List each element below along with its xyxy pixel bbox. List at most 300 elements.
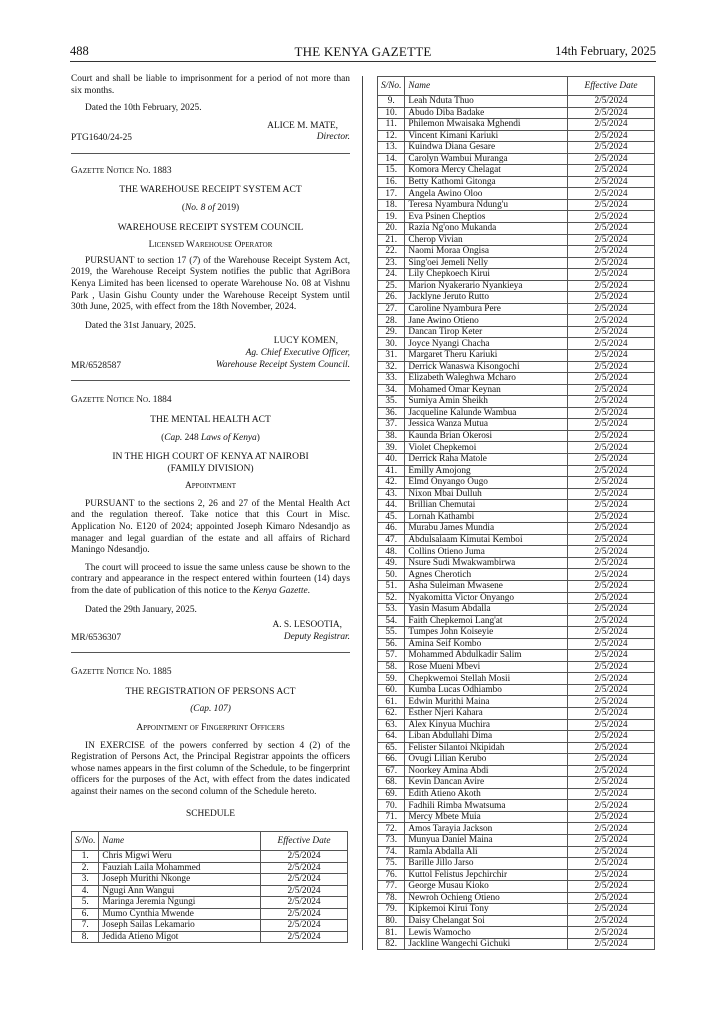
effective-date-cell: 2/5/2024 [568, 765, 655, 777]
effective-date-cell: 2/5/2024 [568, 442, 655, 454]
officer-name-cell: Esther Njeri Kahara [405, 707, 568, 719]
effective-date-cell: 2/5/2024 [568, 673, 655, 685]
table-row [378, 684, 655, 696]
officer-name-cell: Jacklyne Jeruto Rutto [405, 292, 568, 304]
table-header-row [378, 77, 655, 96]
effective-date-cell: 2/5/2024 [568, 234, 655, 246]
act-title: THE MENTAL HEALTH ACT [150, 413, 271, 425]
serial-number-cell: 11. [378, 119, 405, 131]
serial-number-cell: 25. [378, 280, 405, 292]
table-row [378, 719, 655, 731]
table-row [378, 223, 655, 235]
table-row [378, 615, 655, 627]
table-row [378, 869, 655, 881]
table-row [378, 557, 655, 569]
table-row [378, 315, 655, 327]
serial-number-cell: 76. [378, 869, 405, 881]
table-row [378, 130, 655, 142]
table-row [378, 142, 655, 154]
officer-name-cell: Jane Awino Otieno [405, 315, 568, 327]
table-row [378, 303, 655, 315]
officer-name-cell: Dancan Tirop Keter [405, 326, 568, 338]
serial-number-cell: 77. [378, 881, 405, 893]
officer-name-cell: Carolyn Wambui Muranga [405, 153, 568, 165]
effective-date-cell: 2/5/2024 [568, 430, 655, 442]
act-number-suffix: 2019) [214, 202, 240, 213]
serial-number-cell: 65. [378, 742, 405, 754]
officer-name-cell: Razia Ng'ono Mukanda [405, 223, 568, 235]
effective-date-cell: 2/5/2024 [568, 373, 655, 385]
table-row [72, 908, 348, 920]
serial-number-cell: 33. [378, 373, 405, 385]
table-row [378, 754, 655, 766]
table-row [378, 650, 655, 662]
effective-date-cell: 2/5/2024 [261, 908, 348, 920]
effective-date-cell: 2/5/2024 [568, 453, 655, 465]
officer-name-cell: Chris Migwi Weru [99, 851, 261, 863]
table-row [378, 419, 655, 431]
serial-number-cell: 13. [378, 142, 405, 154]
act-title: THE WAREHOUSE RECEIPT SYSTEM ACT [119, 184, 302, 196]
serial-number-cell: 22. [378, 246, 405, 258]
table-row [378, 292, 655, 304]
signature-block [71, 336, 350, 372]
dated-line: Dated the 10th February, 2025. [85, 103, 202, 114]
effective-date-cell: 2/5/2024 [568, 511, 655, 523]
table-row [378, 858, 655, 870]
effective-date-cell: 2/5/2024 [568, 350, 655, 362]
serial-number-cell: 45. [378, 511, 405, 523]
serial-number-cell: 78. [378, 892, 405, 904]
effective-date-cell: 2/5/2024 [568, 396, 655, 408]
serial-number-cell: 39. [378, 442, 405, 454]
schedule-rows [72, 851, 348, 943]
notice-subject: Appointment of Fingerprint Officers [136, 723, 285, 733]
officer-name-cell: George Musau Kioko [405, 881, 568, 893]
officer-name-cell: Abudo Diba Badake [405, 107, 568, 119]
officer-name-cell: Liban Abdullahi Dima [405, 731, 568, 743]
officer-name-cell: Brillian Chemutai [405, 500, 568, 512]
serial-number-cell: 41. [378, 465, 405, 477]
table-header-row [72, 832, 348, 851]
effective-date-cell: 2/5/2024 [568, 326, 655, 338]
serial-number-cell: 64. [378, 731, 405, 743]
officer-name-cell: Faith Chepkemoi Lang'at [405, 615, 568, 627]
officer-name-cell: Newroh Ochieng Otieno [405, 892, 568, 904]
effective-date-cell: 2/5/2024 [568, 881, 655, 893]
officer-name-cell: Amina Seif Kombo [405, 638, 568, 650]
effective-date-cell: 2/5/2024 [261, 920, 348, 932]
serial-number-cell: 21. [378, 234, 405, 246]
officer-name-cell: Kipkemoi Kirui Tony [405, 904, 568, 916]
column-divider [362, 76, 363, 950]
table-row [378, 211, 655, 223]
effective-date-cell: 2/5/2024 [568, 269, 655, 281]
effective-date-cell: 2/5/2024 [568, 407, 655, 419]
issue-date: 14th February, 2025 [555, 44, 656, 58]
effective-date-cell: 2/5/2024 [568, 627, 655, 639]
effective-date-cell: 2/5/2024 [568, 223, 655, 235]
body-part: . [307, 586, 311, 597]
officer-name-cell: Noorkey Amina Abdi [405, 765, 568, 777]
table-row [378, 938, 655, 950]
serial-number-cell: 1. [72, 851, 99, 863]
serial-number-cell: 46. [378, 523, 405, 535]
table-row [378, 569, 655, 581]
effective-date-cell: 2/5/2024 [568, 119, 655, 131]
effective-date-cell: 2/5/2024 [568, 257, 655, 269]
page-header [70, 44, 656, 62]
serial-number-cell: 6. [72, 908, 99, 920]
effective-date-cell: 2/5/2024 [568, 800, 655, 812]
officer-name-cell: Alex Kinyua Muchira [405, 719, 568, 731]
effective-date-cell: 2/5/2024 [261, 897, 348, 909]
officer-name-cell: Caroline Nyambura Pere [405, 303, 568, 315]
officer-name-cell: Derrick Wanaswa Kisongochi [405, 361, 568, 373]
table-row [378, 488, 655, 500]
table-row [378, 453, 655, 465]
serial-number-cell: 4. [72, 885, 99, 897]
serial-number-cell: 52. [378, 592, 405, 604]
effective-date-cell: 2/5/2024 [568, 615, 655, 627]
effective-date-cell: 2/5/2024 [568, 500, 655, 512]
schedule-rows [378, 96, 655, 950]
notice-number: Gazette Notice No. 1883 [71, 165, 172, 176]
table-row [378, 788, 655, 800]
officer-name-cell: Joseph Sailas Lekamario [99, 920, 261, 932]
officer-name-cell: Komora Mercy Chelagat [405, 165, 568, 177]
header-rule [70, 61, 656, 62]
effective-date-cell: 2/5/2024 [568, 557, 655, 569]
act-number [71, 203, 350, 215]
notice-divider [71, 652, 350, 653]
effective-date-cell: 2/5/2024 [568, 546, 655, 558]
serial-number-cell: 54. [378, 615, 405, 627]
effective-date-cell: 2/5/2024 [568, 361, 655, 373]
column-header-date: Effective Date [568, 77, 655, 96]
table-row [378, 165, 655, 177]
effective-date-cell: 2/5/2024 [568, 246, 655, 258]
effective-date-cell: 2/5/2024 [568, 661, 655, 673]
effective-date-cell: 2/5/2024 [568, 707, 655, 719]
effective-date-cell: 2/5/2024 [568, 858, 655, 870]
effective-date-cell: 2/5/2024 [568, 915, 655, 927]
effective-date-cell: 2/5/2024 [568, 777, 655, 789]
officer-name-cell: Betty Kathomi Gitonga [405, 176, 568, 188]
column-header-date: Effective Date [261, 832, 348, 851]
effective-date-cell: 2/5/2024 [568, 638, 655, 650]
effective-date-cell: 2/5/2024 [261, 885, 348, 897]
table-row [378, 881, 655, 893]
serial-number-cell: 61. [378, 696, 405, 708]
table-row [378, 257, 655, 269]
schedule-table-part-1 [71, 831, 348, 943]
effective-date-cell: 2/5/2024 [568, 280, 655, 292]
reference-code: MR/6528587 [71, 360, 122, 371]
officer-name-cell: Lornah Kathambi [405, 511, 568, 523]
effective-date-cell: 2/5/2024 [568, 569, 655, 581]
serial-number-cell: 53. [378, 604, 405, 616]
serial-number-cell: 74. [378, 846, 405, 858]
serial-number-cell: 56. [378, 638, 405, 650]
serial-number-cell: 19. [378, 211, 405, 223]
column-header-name: Name [405, 77, 568, 96]
officer-name-cell: Lily Chepkoech Kirui [405, 269, 568, 281]
officer-name-cell: Elmd Onyango Ougo [405, 477, 568, 489]
notice-number: Gazette Notice No. 1885 [71, 667, 172, 678]
serial-number-cell: 75. [378, 858, 405, 870]
effective-date-cell: 2/5/2024 [568, 592, 655, 604]
serial-number-cell: 24. [378, 269, 405, 281]
table-row [378, 742, 655, 754]
officer-name-cell: Eva Psinen Cheptios [405, 211, 568, 223]
table-row [378, 534, 655, 546]
notice-body [71, 256, 350, 314]
cap-italic: Cap. [164, 432, 183, 443]
serial-number-cell: 30. [378, 338, 405, 350]
serial-number-cell: 49. [378, 557, 405, 569]
table-row [378, 234, 655, 246]
effective-date-cell: 2/5/2024 [568, 303, 655, 315]
officer-name-cell: Violet Chepkemoi [405, 442, 568, 454]
serial-number-cell: 14. [378, 153, 405, 165]
table-row [378, 373, 655, 385]
serial-number-cell: 8. [72, 931, 99, 943]
effective-date-cell: 2/5/2024 [568, 384, 655, 396]
dated-line: Dated the 31st January, 2025. [85, 320, 196, 331]
table-row [378, 199, 655, 211]
notice-subject: Appointment [184, 481, 237, 492]
table-row [378, 800, 655, 812]
effective-date-cell: 2/5/2024 [568, 580, 655, 592]
effective-date-cell: 2/5/2024 [261, 862, 348, 874]
serial-number-cell: 26. [378, 292, 405, 304]
body-part: ) of the Warehouse Receipt System Act, 2019, the Warehouse Receipt System notifies the public that AgriBora Kenya Limited has been licensed to operate Warehouse No. 08 at Vishnu Park , Uasin Gishu County under the Warehouse Receipt System until 30th June, 2025, with effect from the 18th November, 2024. [71, 255, 350, 313]
effective-date-cell: 2/5/2024 [568, 465, 655, 477]
signature-block [71, 620, 350, 644]
column-header-sno: S/No. [378, 77, 405, 96]
table-row [378, 523, 655, 535]
officer-name-cell: Ovugi Lilian Kerubo [405, 754, 568, 766]
table-row [378, 765, 655, 777]
officer-name-cell: Tumpes John Koiseyie [405, 627, 568, 639]
notice-divider [71, 153, 350, 154]
signatory-organization: Warehouse Receipt System Council. [215, 359, 350, 370]
previous-notice-end [71, 74, 350, 154]
serial-number-cell: 17. [378, 188, 405, 200]
effective-date-cell: 2/5/2024 [568, 488, 655, 500]
notice-number: Gazette Notice No. 1884 [71, 395, 172, 406]
officer-name-cell: Jessica Wanza Mutua [405, 419, 568, 431]
court-name: IN THE HIGH COURT OF KENYA AT NAIROBI [112, 451, 309, 463]
serial-number-cell: 32. [378, 361, 405, 373]
serial-number-cell: 23. [378, 257, 405, 269]
officer-name-cell: Derrick Raha Matole [405, 453, 568, 465]
serial-number-cell: 68. [378, 777, 405, 789]
officer-name-cell: Kuttol Felistus Jepchirchir [405, 869, 568, 881]
officer-name-cell: Philemon Mwaisaka Mghendi [405, 119, 568, 131]
serial-number-cell: 16. [378, 176, 405, 188]
serial-number-cell: 71. [378, 811, 405, 823]
schedule-title: SCHEDULE [186, 808, 235, 819]
officer-name-cell: Mercy Mbete Muia [405, 811, 568, 823]
serial-number-cell: 27. [378, 303, 405, 315]
officer-name-cell: Jackline Wangechi Gichuki [405, 938, 568, 950]
officer-name-cell: Joyce Nyangi Chacha [405, 338, 568, 350]
officer-name-cell: Edith Atieno Akoth [405, 788, 568, 800]
serial-number-cell: 3. [72, 874, 99, 886]
officer-name-cell: Kuindwa Diana Gesare [405, 142, 568, 154]
body-italic: 7 [192, 255, 198, 266]
serial-number-cell: 38. [378, 430, 405, 442]
officer-name-cell: Murabu James Mundia [405, 523, 568, 535]
serial-number-cell: 7. [72, 920, 99, 932]
table-row [378, 811, 655, 823]
table-row [72, 851, 348, 863]
serial-number-cell: 44. [378, 500, 405, 512]
effective-date-cell: 2/5/2024 [568, 869, 655, 881]
notice-body-2 [71, 563, 350, 598]
table-row [378, 592, 655, 604]
notice-divider [71, 380, 350, 381]
table-row [378, 280, 655, 292]
serial-number-cell: 37. [378, 419, 405, 431]
serial-number-cell: 67. [378, 765, 405, 777]
table-row [378, 580, 655, 592]
effective-date-cell: 2/5/2024 [568, 338, 655, 350]
notice-1884 [71, 395, 350, 653]
effective-date-cell: 2/5/2024 [568, 938, 655, 950]
act-chapter [71, 433, 350, 445]
serial-number-cell: 42. [378, 477, 405, 489]
serial-number-cell: 55. [378, 627, 405, 639]
effective-date-cell: 2/5/2024 [568, 684, 655, 696]
officer-name-cell: Munyua Daniel Maina [405, 835, 568, 847]
table-row [378, 361, 655, 373]
signatory-title: Director. [316, 132, 350, 143]
effective-date-cell: 2/5/2024 [568, 650, 655, 662]
effective-date-cell: 2/5/2024 [568, 823, 655, 835]
effective-date-cell: 2/5/2024 [568, 142, 655, 154]
effective-date-cell: 2/5/2024 [261, 851, 348, 863]
effective-date-cell: 2/5/2024 [568, 153, 655, 165]
dated-line: Dated the 29th January, 2025. [85, 604, 197, 615]
officer-name-cell: Nyakomitta Victor Onyango [405, 592, 568, 604]
officer-name-cell: Margaret Theru Kariuki [405, 350, 568, 362]
serial-number-cell: 81. [378, 927, 405, 939]
effective-date-cell: 2/5/2024 [568, 96, 655, 108]
cap-suffix: ) [256, 432, 260, 443]
serial-number-cell: 73. [378, 835, 405, 847]
officer-name-cell: Kumba Lucas Odhiambo [405, 684, 568, 696]
column-header-name: Name [99, 832, 261, 851]
cap-prefix: ( [161, 432, 165, 443]
serial-number-cell: 50. [378, 569, 405, 581]
serial-number-cell: 79. [378, 904, 405, 916]
serial-number-cell: 35. [378, 396, 405, 408]
effective-date-cell: 2/5/2024 [568, 130, 655, 142]
table-row [378, 384, 655, 396]
table-row [378, 835, 655, 847]
signatory-name: A. S. LESOOTIA, [272, 620, 342, 631]
officer-name-cell: Asha Suleiman Mwasene [405, 580, 568, 592]
officer-name-cell: Jacqueline Kalunde Wambua [405, 407, 568, 419]
officer-name-cell: Angela Awino Oloo [405, 188, 568, 200]
serial-number-cell: 82. [378, 938, 405, 950]
signature-block [71, 121, 350, 145]
officer-name-cell: Sumiya Amin Sheikh [405, 396, 568, 408]
council-title: WAREHOUSE RECEIPT SYSTEM COUNCIL [117, 221, 304, 233]
officer-name-cell: Teresa Nyambura Ndung'u [405, 199, 568, 211]
act-chapter: (Cap. 107) [190, 704, 231, 715]
officer-name-cell: Agnes Cherotich [405, 569, 568, 581]
serial-number-cell: 47. [378, 534, 405, 546]
officer-name-cell: Vincent Kimani Kariuki [405, 130, 568, 142]
table-row [378, 731, 655, 743]
notice-body: PURSUANT to the sections 2, 26 and 27 of the Mental Health Act and the regulation thereof. Take notice that this Court in Misc. Application No. E120 of 2024; appointed Joseph Kimaro Ndesandjo as manager and legal guardian of the estate and all affairs of Richard Maningo Ndesandjo. [71, 498, 350, 556]
serial-number-cell: 43. [378, 488, 405, 500]
serial-number-cell: 62. [378, 707, 405, 719]
serial-number-cell: 40. [378, 453, 405, 465]
effective-date-cell: 2/5/2024 [568, 315, 655, 327]
officer-name-cell: Chepkwemoi Stellah Mosii [405, 673, 568, 685]
table-row [378, 153, 655, 165]
officer-name-cell: Kaunda Brian Okerosi [405, 430, 568, 442]
serial-number-cell: 2. [72, 862, 99, 874]
table-row [378, 477, 655, 489]
officer-name-cell: Amos Tarayia Jackson [405, 823, 568, 835]
serial-number-cell: 20. [378, 223, 405, 235]
effective-date-cell: 2/5/2024 [568, 523, 655, 535]
act-number-prefix: ( [181, 202, 185, 213]
effective-date-cell: 2/5/2024 [568, 892, 655, 904]
signatory-name: ALICE M. MATE, [267, 120, 338, 131]
effective-date-cell: 2/5/2024 [261, 874, 348, 886]
body-part: PURSUANT to section 17 ( [85, 255, 193, 266]
serial-number-cell: 72. [378, 823, 405, 835]
effective-date-cell: 2/5/2024 [568, 292, 655, 304]
signatory-title: Ag. Chief Executive Officer, [245, 347, 350, 358]
effective-date-cell: 2/5/2024 [568, 846, 655, 858]
table-row [378, 892, 655, 904]
table-row [378, 465, 655, 477]
officer-name-cell: Elizabeth Waleghwa Mcharo [405, 373, 568, 385]
notice-1883 [71, 166, 350, 382]
officer-name-cell: Daisy Chelangat Soi [405, 915, 568, 927]
table-row [378, 673, 655, 685]
table-row [378, 269, 655, 281]
effective-date-cell: 2/5/2024 [568, 719, 655, 731]
notice-1885 [71, 667, 350, 820]
effective-date-cell: 2/5/2024 [568, 534, 655, 546]
signatory-title: Deputy Registrar. [283, 631, 350, 642]
effective-date-cell: 2/5/2024 [568, 835, 655, 847]
table-row [72, 885, 348, 897]
effective-date-cell: 2/5/2024 [568, 788, 655, 800]
table-row [378, 338, 655, 350]
officer-name-cell: Emilly Amojong [405, 465, 568, 477]
table-row [378, 119, 655, 131]
serial-number-cell: 57. [378, 650, 405, 662]
serial-number-cell: 58. [378, 661, 405, 673]
effective-date-cell: 2/5/2024 [568, 419, 655, 431]
table-row [378, 546, 655, 558]
table-row [378, 904, 655, 916]
officer-name-cell: Mumo Cynthia Mwende [99, 908, 261, 920]
effective-date-cell: 2/5/2024 [568, 165, 655, 177]
table-row [378, 500, 655, 512]
table-row [378, 407, 655, 419]
